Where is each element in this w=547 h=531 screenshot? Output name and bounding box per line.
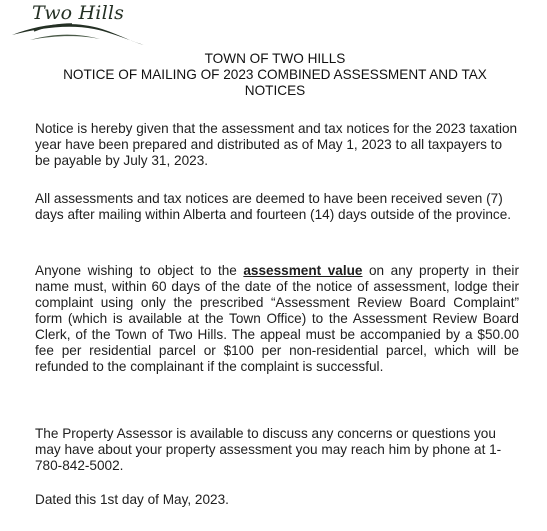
assessment-value-emphasis: assessment value bbox=[243, 263, 363, 278]
heading-line-1: TOWN OF TWO HILLS bbox=[204, 51, 346, 66]
objection-text-start: Anyone wishing to object to the bbox=[35, 263, 244, 278]
notice-heading bbox=[20, 51, 530, 99]
paragraph-notice-given: Notice is hereby given that the assessment and tax notices for the 2023 taxation year have been prepared and distributed as of May 1, 2023 to all taxpayers to be payable by July 31, 2023. bbox=[35, 121, 518, 168]
objection-text-rest: on any property in their name must, within 60 days of the date of the notice of assessment, lodge their complaint using only the prescribed “Assessment Review Board Complaint” form (which is available at the Town Office) to the Assessment Review Board Clerk, of the Town of Two Hills. The appeal must be accompanied by a $50.00 fee per residential parcel or $100 per non-residential parcel, which will be refunded to the complainant if the complaint is successful. bbox=[35, 263, 519, 374]
logo-text: Two Hills bbox=[32, 2, 125, 24]
heading-line-2: NOTICE OF MAILING OF 2023 COMBINED ASSESSMENT AND TAX bbox=[63, 67, 487, 82]
heading-line-3: NOTICES bbox=[244, 83, 306, 98]
paragraph-deemed-received: All assessments and tax notices are deemed to have been received seven (7) days after mailing within Alberta and fourteen (14) days outside of the province. bbox=[35, 191, 512, 222]
town-logo bbox=[10, 2, 146, 50]
paragraph-property-assessor: The Property Assessor is available to discuss any concerns or questions you may have about your property assessment you may reach him by phone at 1-780-842-5002. bbox=[35, 426, 502, 473]
paragraph-dated: Dated this 1st day of May, 2023. bbox=[35, 492, 229, 507]
paragraph-objection bbox=[35, 263, 519, 375]
